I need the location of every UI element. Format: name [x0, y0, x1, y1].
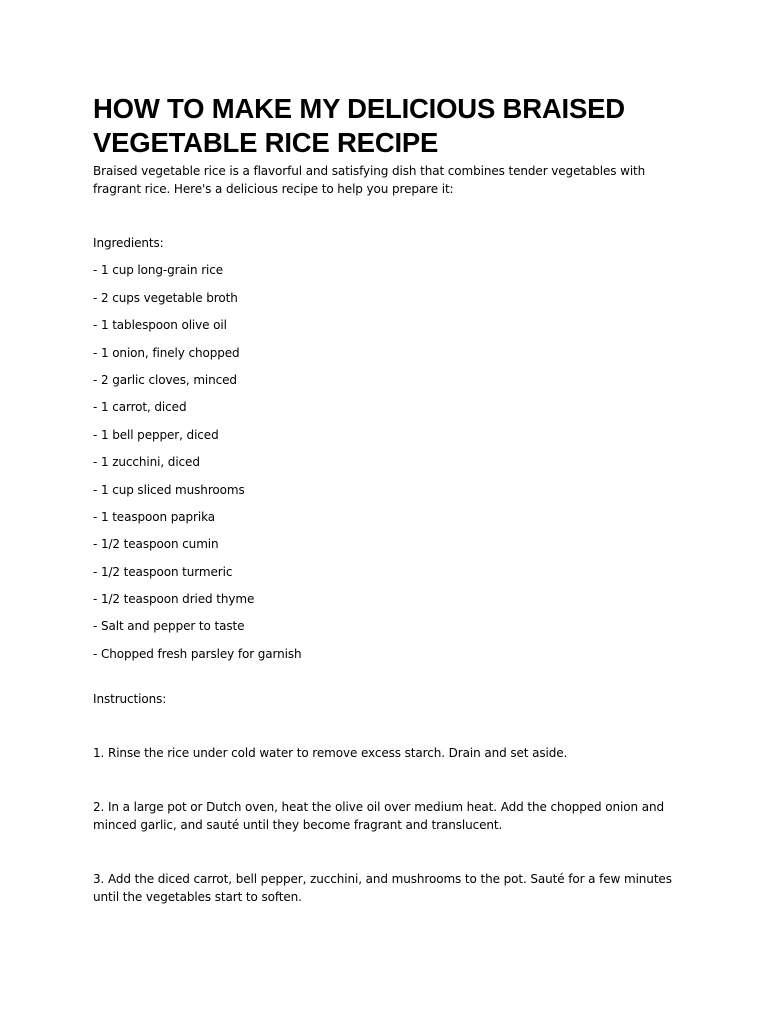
- ingredients-heading: Ingredients:: [93, 236, 164, 250]
- ingredient-item: - 1 cup long-grain rice: [93, 263, 224, 278]
- ingredient-item: - Salt and pepper to taste: [93, 619, 245, 634]
- ingredient-item: - 1 teaspoon paprika: [93, 509, 215, 524]
- ingredient-item: - 1/2 teaspoon cumin: [93, 537, 219, 552]
- recipe-page: [93, 92, 683, 918]
- page-title: HOW TO MAKE MY DELICIOUS BRAISED VEGETABLE RICE RECIPE: [93, 93, 625, 158]
- ingredient-item: - Chopped fresh parsley for garnish: [93, 646, 302, 661]
- ingredient-item: - 1 onion, finely chopped: [93, 345, 240, 360]
- ingredient-item: - 1 bell pepper, diced: [93, 427, 219, 442]
- ingredient-item: - 1/2 teaspoon dried thyme: [93, 592, 255, 607]
- instruction-step: 3. Add the diced carrot, bell pepper, zucchini, and mushrooms to the pot. Sauté for a few minutes until the vegetables start to soften.: [93, 871, 672, 904]
- intro-paragraph: Braised vegetable rice is a flavorful and satisfying dish that combines tender vegetables with fragrant rice. Here's a delicious recipe to help you prepare it:: [93, 164, 646, 196]
- instructions-heading: Instructions:: [93, 691, 167, 706]
- ingredient-item: - 2 cups vegetable broth: [93, 290, 238, 305]
- instruction-steps: [93, 744, 683, 906]
- ingredient-item: - 1 cup sliced mushrooms: [93, 482, 245, 497]
- ingredient-list: [93, 261, 683, 662]
- ingredient-item: - 1 carrot, diced: [93, 400, 187, 415]
- ingredient-item: - 1 tablespoon olive oil: [93, 318, 227, 333]
- instruction-step: 1. Rinse the rice under cold water to remove excess starch. Drain and set aside.: [93, 745, 568, 760]
- ingredient-item: - 2 garlic cloves, minced: [93, 372, 237, 387]
- instruction-step: 2. In a large pot or Dutch oven, heat the olive oil over medium heat. Add the chopped onion and minced garlic, and sauté until they become fragrant and translucent.: [93, 799, 664, 832]
- ingredient-item: - 1 zucchini, diced: [93, 455, 200, 470]
- ingredient-item: - 1/2 teaspoon turmeric: [93, 564, 233, 579]
